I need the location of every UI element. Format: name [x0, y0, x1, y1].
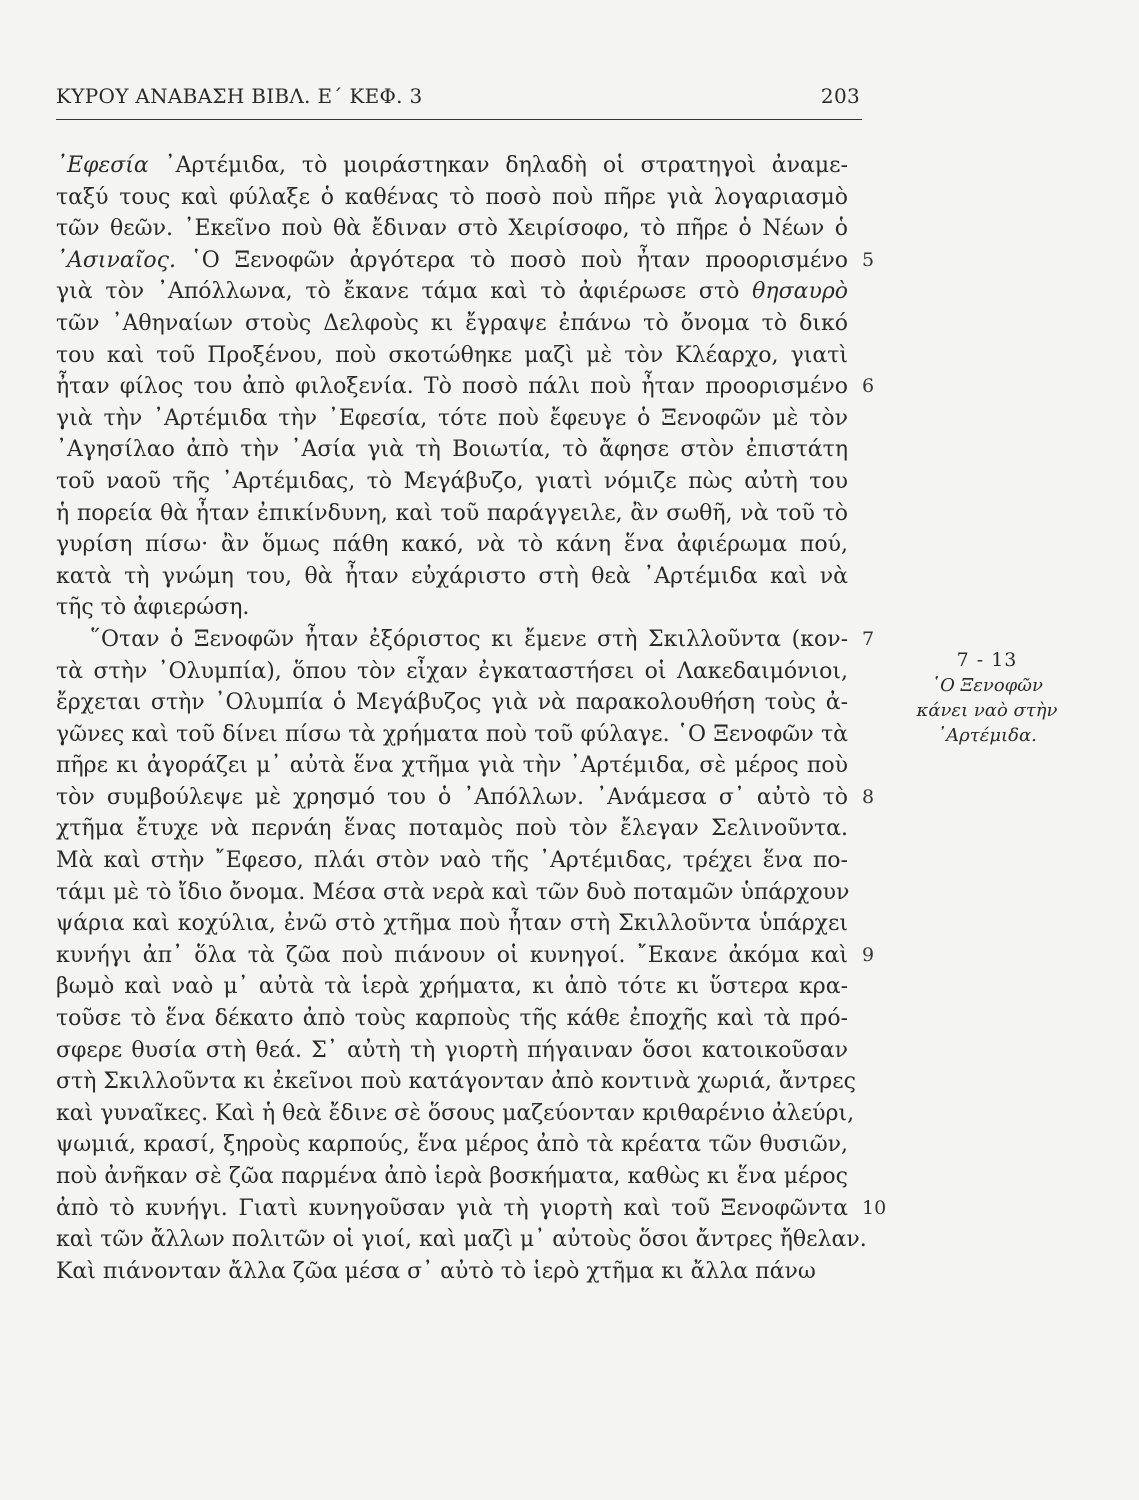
text-run: ταξύ τους καὶ φύλαξε ὁ καθένας τὸ ποσὸ ποὺ πῆρε γιὰ λογαριασμὸ — [56, 184, 848, 210]
margin-line-number: 9 — [862, 944, 875, 966]
sidenote — [912, 648, 1062, 748]
text-line — [56, 403, 848, 435]
text-run: καὶ τῶν ἄλλων πολιτῶν οἱ γιοί, καὶ μαζὶ μ᾽ αὐτοὺς ὅσοι ἄντρες ἤθελαν. — [56, 1227, 867, 1253]
text-line — [56, 656, 848, 688]
text-run: του καὶ τοῦ Προξένου, ποὺ σκοτώθηκε μαζὶ μὲ τὸν Κλέαρχο, γιατὶ — [56, 342, 848, 368]
text-run: τὸν συμβούλεψε μὲ χρησμό του ὁ ᾽Απόλλων. ᾽Ανάμεσα σ᾽ αὐτὸ τὸ — [56, 784, 848, 810]
text-line — [56, 908, 848, 940]
text-run: τὰ στὴν ᾽Ολυμπία), ὅπου τὸν εἶχαν ἐγκαταστήσει οἱ Λακεδαιμόνιοι, — [56, 658, 848, 684]
text-run: ποὺ ἀνῆκαν σὲ ζῶα παρμένα ἀπὸ ἱερὰ βοσκήματα, καθὼς κι ἕνα μέρος — [56, 1164, 848, 1189]
text-line — [56, 940, 848, 972]
text-run: ἡ πορεία θὰ ἦταν ἐπικίνδυνη, καὶ τοῦ παράγγειλε, ἂν σωθῆ, νὰ τοῦ τὸ — [56, 500, 848, 526]
text-run: γῶνες καὶ τοῦ δίνει πίσω τὰ χρήματα ποὺ τοῦ φύλαγε. ῾Ο Ξενοφῶν τὰ — [56, 721, 848, 747]
italic-run: ᾽Ασιναῖος. — [56, 247, 176, 273]
text-line — [56, 877, 848, 909]
text-line — [56, 782, 848, 814]
body-text — [56, 150, 867, 1287]
text-line — [56, 150, 848, 182]
text-line — [56, 340, 848, 372]
text-run: στὴ Σκιλλοῦντα κι ἐκεῖνοι ποὺ κατάγονταν ἀπὸ κοντινὰ χωριά, ἄντρες — [56, 1069, 856, 1095]
margin-line-number: 7 — [862, 628, 875, 650]
margin-line-number: 8 — [862, 786, 875, 808]
sidenote-range: 7 - 13 — [956, 649, 1018, 671]
header-rule — [56, 119, 862, 120]
text-line — [56, 434, 848, 466]
text-line — [56, 213, 848, 245]
text-line — [56, 687, 848, 719]
text-line — [56, 813, 848, 845]
text-run: γιὰ τὴν ᾽Αρτέμιδα τὴν ᾽Εφεσία, τότε ποὺ ἔφευγε ὁ Ξενοφῶν μὲ τὸν — [56, 405, 848, 431]
text-line — [56, 750, 848, 782]
text-line — [56, 371, 848, 403]
text-run: ᾽Αρτέμιδα, τὸ μοιράστηκαν δηλαδὴ οἱ στρατηγοὶ ἀναμε- — [148, 153, 848, 178]
margin-line-number: 5 — [862, 248, 875, 271]
text-line — [56, 1003, 848, 1035]
text-line — [56, 561, 848, 593]
text-line — [56, 1035, 848, 1067]
text-line — [56, 308, 848, 340]
italic-run: ᾽Εφεσία — [56, 153, 149, 178]
sidenote-line: ῾Ο Ξενοφῶν — [931, 675, 1043, 696]
text-run: Μὰ καὶ στὴν ῎Εφεσο, πλάι στὸν ναὸ τῆς ᾽Αρτέμιδας, τρέχει ἕνα πο- — [56, 848, 848, 874]
text-line — [56, 498, 848, 530]
text-run: τάμι μὲ τὸ ἴδιο ὄνομα. Μέσα στὰ νερὰ καὶ τῶν δυὸ ποταμῶν ὑπάρχουν — [56, 879, 850, 905]
text-run: τοῦσε τὸ ἕνα δέκατο ἀπὸ τοὺς καρποὺς τῆς κάθε ἐποχῆς καὶ τὰ πρό- — [56, 1006, 848, 1032]
sidenote-line: ᾽Αρτέμιδα. — [937, 725, 1037, 746]
text-run: Καὶ πιάνονταν ἄλλα ζῶα μέσα σ᾽ αὐτὸ τὸ ἱερὸ χτῆμα κι ἄλλα πάνω — [56, 1258, 816, 1284]
text-run: ῞Οταν ὁ Ξενοφῶν ἦταν ἐξόριστος κι ἔμενε στὴ Σκιλλοῦντα (κον- — [90, 626, 848, 652]
text-line — [56, 719, 848, 751]
text-run: βωμὸ καὶ ναὸ μ᾽ αὐτὰ τὰ ἱερὰ χρήματα, κι ἀπὸ τότε κι ὕστερα κρα- — [56, 974, 848, 1000]
text-run: γυρίση πίσω· ἂν ὅμως πάθη κακό, νὰ τὸ κάνη ἕνα ἀφιέρωμα πού, — [56, 532, 848, 558]
text-run: γιὰ τὸν ᾽Απόλλωνα, τὸ ἔκανε τάμα καὶ τὸ ἀφιέρωσε στὸ — [56, 279, 753, 305]
text-run: ψάρια καὶ κοχύλια, ἐνῶ στὸ χτῆμα ποὺ ἦταν στὴ Σκιλλοῦντα ὑπάρχει — [56, 911, 848, 937]
text-line — [56, 1098, 855, 1130]
text-line — [56, 529, 848, 561]
text-run: ἔρχεται στὴν ᾽Ολυμπία ὁ Μεγάβυζος γιὰ νὰ παρακολουθήση τοὺς ἀ- — [56, 690, 848, 716]
text-line — [56, 845, 848, 877]
italic-run: θησαυρὸ — [752, 279, 848, 305]
text-run: χτῆμα ἔτυχε νὰ περνάη ἕνας ποταμὸς ποὺ τὸν ἔλεγαν Σελινοῦντα. — [56, 816, 848, 842]
text-run: σφερε θυσία στὴ θεά. Σ᾽ αὐτὴ τὴ γιορτὴ πήγαιναν ὅσοι κατοικοῦσαν — [56, 1037, 848, 1063]
text-line — [56, 182, 848, 214]
text-line — [56, 971, 848, 1003]
text-run: τῆς τὸ ἀφιερώση. — [56, 595, 250, 621]
text-line — [56, 1129, 848, 1161]
text-run: ἀπὸ τὸ κυνήγι. Γιατὶ κυνηγοῦσαν γιὰ τὴ γιορτὴ καὶ τοῦ Ξενοφῶντα — [56, 1195, 848, 1221]
page-number: 203 — [820, 84, 860, 108]
text-line — [56, 1066, 856, 1098]
text-line — [56, 276, 848, 308]
text-line — [56, 1161, 848, 1193]
text-run: τῶν θεῶν. ᾽Εκεῖνο ποὺ θὰ ἔδιναν στὸ Χειρίσοφο, τὸ πῆρε ὁ Νέων ὁ — [56, 216, 848, 242]
text-line — [56, 1256, 848, 1288]
text-run: ἦταν φίλος του ἀπὸ φιλοξενία. Τὸ ποσὸ πάλι ποὺ ἦταν προορισμένο — [56, 374, 848, 400]
text-run: πῆρε κι ἀγοράζει μ᾽ αὐτὰ ἕνα χτῆμα γιὰ τὴν ᾽Αρτέμιδα, σὲ μέρος ποὺ — [56, 753, 848, 779]
text-run: ᾽Αγησίλαο ἀπὸ τὴν ᾽Ασία γιὰ τὴ Βοιωτία, τὸ ἄφησε στὸν ἐπιστάτη — [56, 437, 848, 463]
text-line — [56, 1224, 867, 1256]
text-line — [56, 245, 848, 277]
text-run: τοῦ ναοῦ τῆς ᾽Αρτέμιδας, τὸ Μεγάβυζο, γιατὶ νόμιζε πὼς αὐτὴ του — [56, 468, 848, 494]
text-run: κυνήγι ἀπ᾽ ὅλα τὰ ζῶα ποὺ πιάνουν οἱ κυνηγοί. ῎Εκανε ἀκόμα καὶ — [56, 942, 848, 968]
text-line — [56, 592, 848, 624]
text-run: ῾Ο Ξενοφῶν ἀργότερα τὸ ποσὸ ποὺ ἦταν προορισμένο — [175, 247, 848, 273]
margin-line-number: 6 — [862, 375, 875, 398]
running-head-title: ΚΥΡΟΥ ΑΝΑΒΑΣΗ ΒΙΒΛ. Ε΄ ΚΕΦ. 3 — [56, 84, 423, 108]
text-line — [56, 466, 848, 498]
text-run: τῶν ᾽Αθηναίων στοὺς Δελφοὺς κι ἔγραψε ἐπάνω τὸ ὄνομα τὸ δικό — [56, 310, 848, 336]
sidenote-line: κάνει ναὸ στὴν — [916, 700, 1058, 721]
text-line — [56, 1193, 848, 1225]
text-run: κατὰ τὴ γνώμη του, θὰ ἦταν εὐχάριστο στὴ θεὰ ᾽Αρτέμιδα καὶ νὰ — [56, 563, 848, 589]
margin-line-number: 10 — [862, 1196, 887, 1219]
text-run: καὶ γυναῖκες. Καὶ ἡ θεὰ ἔδινε σὲ ὅσους μαζεύονταν κριθαρένιο ἀλεύρι, — [56, 1100, 855, 1126]
text-run: ψωμιά, κρασί, ξηροὺς καρπούς, ἕνα μέρος ἀπὸ τὰ κρέατα τῶν θυσιῶν, — [56, 1132, 848, 1158]
text-line — [56, 624, 848, 656]
